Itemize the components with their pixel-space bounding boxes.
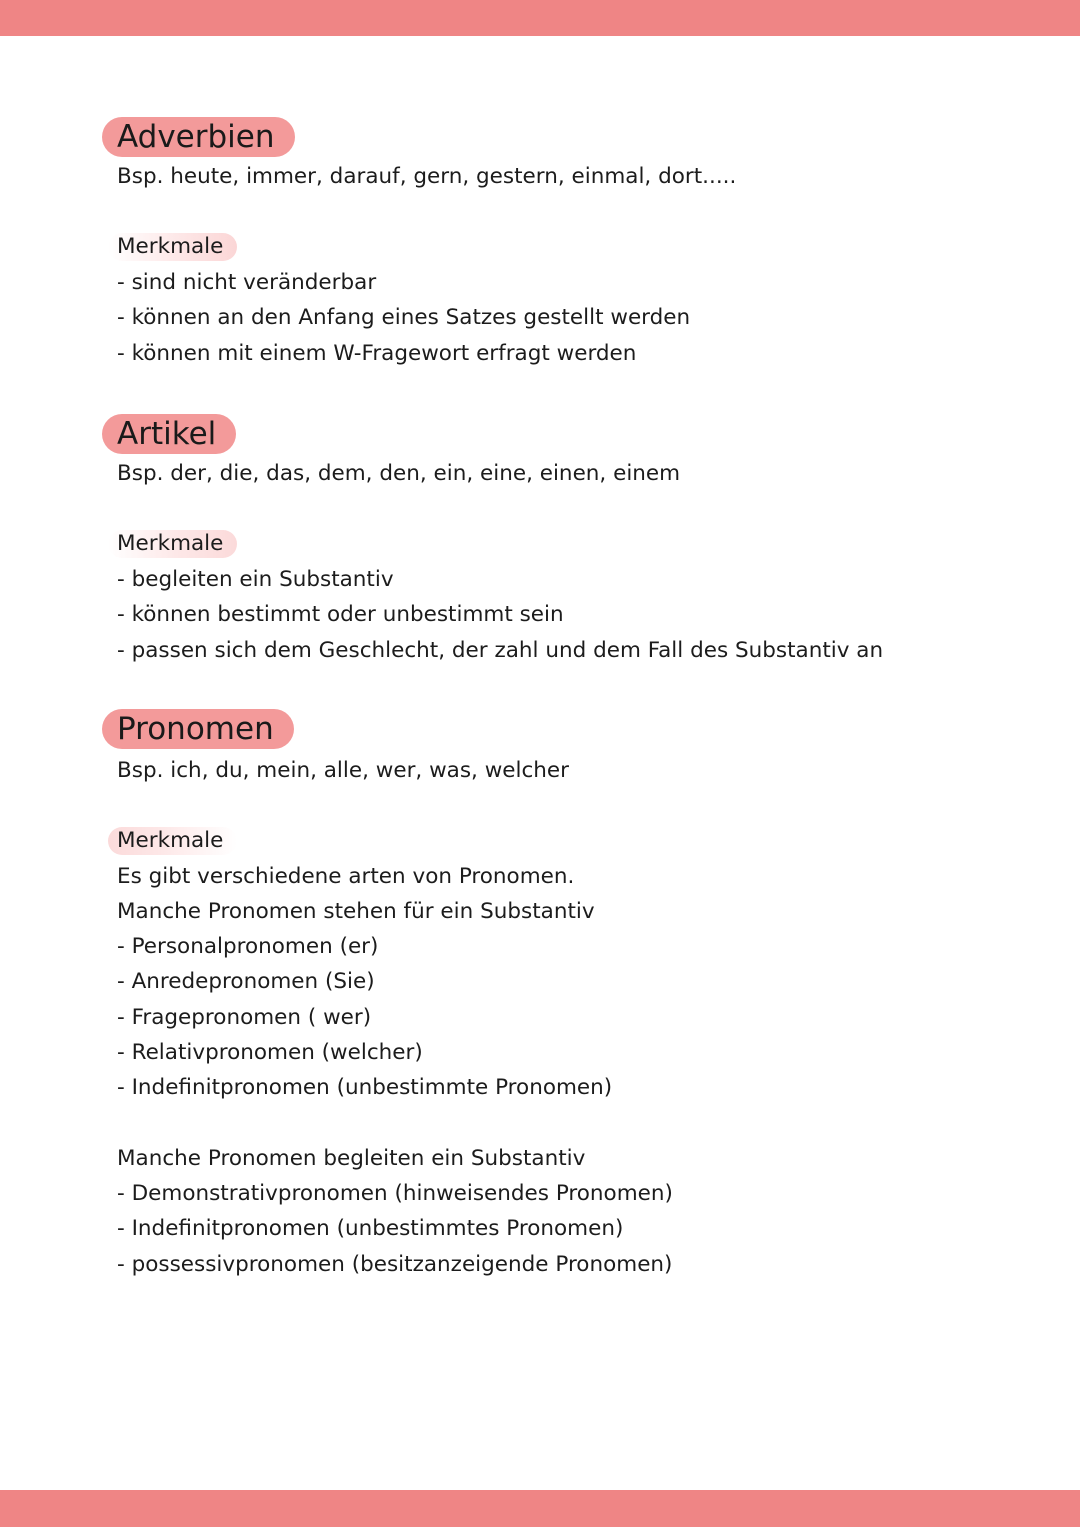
merkmale-label-pronomen: Merkmale xyxy=(108,827,237,855)
example-pronomen: Bsp. ich, du, mein, alle, wer, was, welcher xyxy=(117,758,570,783)
list-item: - Anredepronomen (Sie) xyxy=(117,969,375,994)
list-item: - können mit einem W-Fragewort erfragt werden xyxy=(117,341,637,366)
heading-artikel: Artikel xyxy=(102,414,236,454)
example-adverbien: Bsp. heute, immer, darauf, gern, gestern, einmal, dort..... xyxy=(117,164,737,189)
intro-line: Manche Pronomen stehen für ein Substantiv xyxy=(117,899,595,924)
merkmale-label-artikel: Merkmale xyxy=(108,530,237,558)
list-item: - Fragepronomen ( wer) xyxy=(117,1005,372,1030)
list-item: - begleiten ein Substantiv xyxy=(117,567,394,592)
list-item: - Personalpronomen (er) xyxy=(117,934,379,959)
heading-pronomen: Pronomen xyxy=(102,709,294,749)
bottom-accent-bar xyxy=(0,1490,1080,1527)
list-item: - possessivpronomen (besitzanzeigende Pronomen) xyxy=(117,1252,673,1277)
list-item: - können bestimmt oder unbestimmt sein xyxy=(117,602,564,627)
example-artikel: Bsp. der, die, das, dem, den, ein, eine, einen, einem xyxy=(117,461,681,486)
list-item: - passen sich dem Geschlecht, der zahl und dem Fall des Substantiv an xyxy=(117,638,884,663)
intro-line: Es gibt verschiedene arten von Pronomen. xyxy=(117,864,575,889)
list-item: - Indefinitpronomen (unbestimmte Pronomen) xyxy=(117,1075,613,1100)
list-item: - Demonstrativpronomen (hinweisendes Pronomen) xyxy=(117,1181,673,1206)
top-accent-bar xyxy=(0,0,1080,36)
list-item: - sind nicht veränderbar xyxy=(117,270,377,295)
intro-line: Manche Pronomen begleiten ein Substantiv xyxy=(117,1146,586,1171)
list-item: - Indefinitpronomen (unbestimmtes Pronomen) xyxy=(117,1216,624,1241)
list-item: - Relativpronomen (welcher) xyxy=(117,1040,423,1065)
list-item: - können an den Anfang eines Satzes gestellt werden xyxy=(117,305,691,330)
heading-adverbien: Adverbien xyxy=(102,117,295,157)
merkmale-label-adverbien: Merkmale xyxy=(108,233,237,261)
